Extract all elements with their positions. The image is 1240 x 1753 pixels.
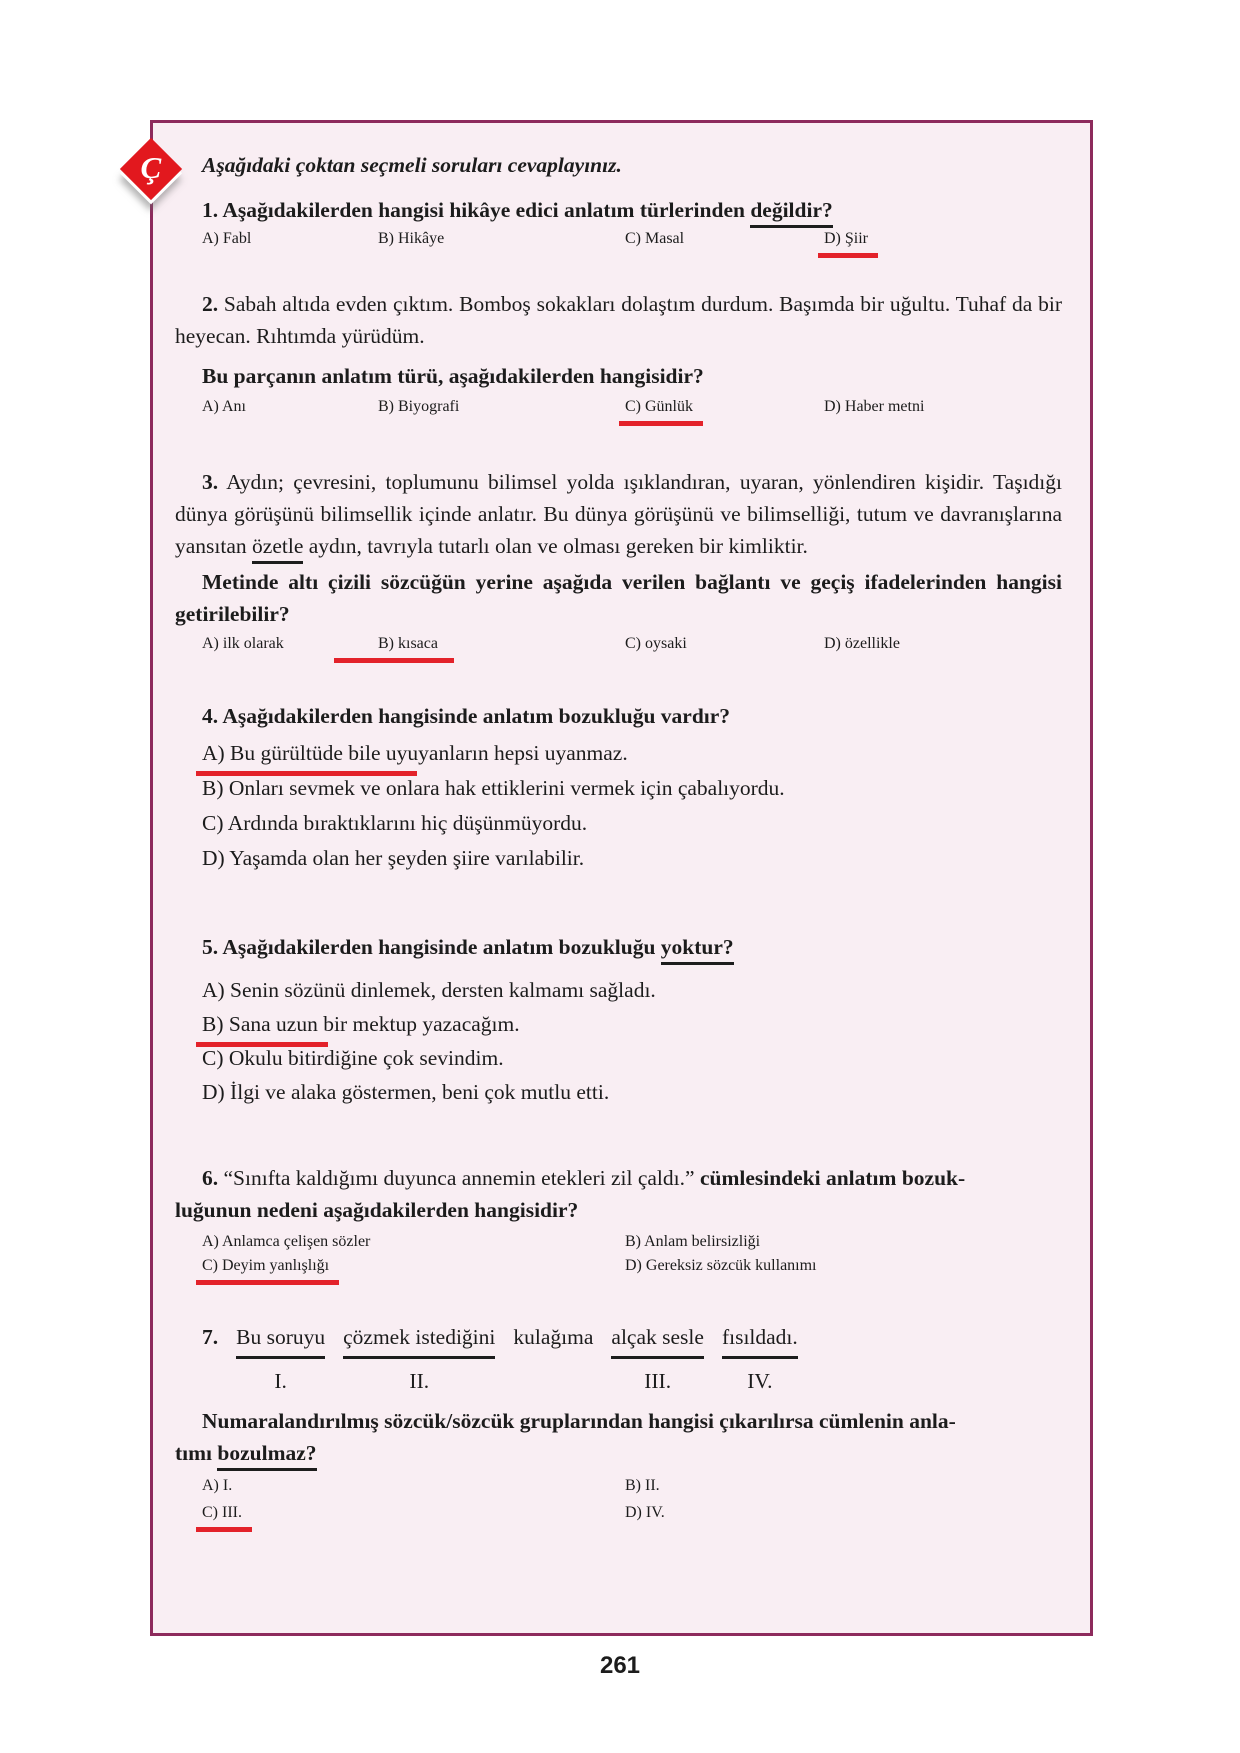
q5-option-d: D) İlgi ve alaka göstermen, beni çok mutlu etti. [202, 1080, 610, 1104]
underlined-word: değildir? [750, 198, 832, 228]
marked-answer: C) Günlük [619, 398, 703, 426]
question-6-stem: 6. “Sınıfta kaldığımı duyunca annemin etekleri zil çaldı.” cümlesindeki anlatım bozuk- luğunun nedeni aşağıdakilerden hangisidir? [175, 1166, 966, 1222]
q7-option-b: B) II. [625, 1477, 660, 1494]
q4-option-d: D) Yaşamda olan her şeyden şiire varılabilir. [202, 846, 585, 870]
question-6-options [202, 1233, 1062, 1275]
underlined-word: bozulmaz? [217, 1441, 316, 1471]
question-2-stem: Bu parçanın anlatım türü, aşağıdakilerden hangisidir? [202, 364, 704, 388]
q7-numeral-2: II. [409, 1369, 430, 1393]
q7-option-a: A) I. [202, 1477, 233, 1494]
q2-option-a: A) Anı [202, 398, 246, 415]
q7-segment-1: Bu soruyu I. [236, 1321, 325, 1397]
question-2-passage: 2. Sabah altıda evden çıktım. Bomboş sokakları dolaştım durdum. Başımda bir uğultu. Tuhaf da bir heyecan. Rıhtımda yürüdüm. [175, 292, 1062, 348]
question-panel [140, 120, 1093, 1636]
q6-option-a: A) Anlamca çelişen sözler [202, 1233, 371, 1250]
q2-option-b: B) Biyografi [378, 398, 460, 415]
q4-option-b: B) Onları sevmek ve onlara hak ettiklerini vermek için çabalıyordu. [202, 776, 785, 800]
q7-segment-3: kulağıma [513, 1325, 594, 1349]
q1-option-b: B) Hikâye [378, 230, 445, 247]
q5-option-c: C) Okulu bitirdiğine çok sevindim. [202, 1046, 504, 1070]
question-4-stem: 4. Aşağıdakilerden hangisinde anlatım bozukluğu vardır? [202, 704, 731, 728]
q6-option-c [202, 1257, 625, 1275]
marked-answer: C) III. [196, 1504, 252, 1532]
q7-numeral-5: IV. [747, 1369, 773, 1393]
q2-option-d: D) Haber metni [824, 398, 925, 415]
question-3-options [202, 635, 1062, 653]
q4-option-a: A) Bu gürültüde bile uyuyanların hepsi uyanmaz. [202, 737, 1062, 769]
q1-option-c: C) Masal [625, 230, 685, 247]
marked-answer: C) Deyim yanlışlığı [196, 1257, 339, 1285]
underlined-word: özetle [252, 534, 303, 564]
q7-segment-4: alçak sesle III. [611, 1321, 704, 1397]
underlined-word: yoktur? [661, 935, 734, 965]
marked-answer: B) Sana uzun [196, 1012, 328, 1047]
q7-segment-5: fısıldadı. IV. [722, 1321, 798, 1397]
marked-answer: A) Bu gürültüde bile uy [196, 741, 417, 776]
q7-numeral-1: I. [274, 1369, 287, 1393]
question-2-options [202, 398, 1062, 416]
q7-option-c [202, 1504, 625, 1522]
q7-segment-2: çözmek istediğini II. [343, 1321, 495, 1397]
q6-option-d: D) Gereksiz sözcük kullanımı [625, 1257, 817, 1274]
q3-option-c: C) oysaki [625, 635, 687, 652]
q5-option-a: A) Senin sözünü dinlemek, dersten kalmamı sağladı. [202, 978, 656, 1002]
section-badge-diamond-icon [120, 138, 182, 200]
question-1-stem: 1. Aşağıdakilerden hangisi hikâye edici anlatım türlerinden değildir? [202, 194, 1062, 226]
section-badge-letter: Ç [140, 149, 162, 185]
question-7-sentence: 7. Bu soruyu I. çözmek istediğini II. kulağıma alçak sesle III. fısıldadı. IV. [202, 1321, 1062, 1397]
question-7-options [202, 1477, 1062, 1522]
q5-option-b: B) Sana uzun bir mektup yazacağım. [202, 1008, 1062, 1040]
question-3-passage: 3. Aydın; çevresini, toplumunu bilimsel yolda ışıklandıran, uyaran, yönlendiren kişidir. Taşıdığı dünya görüşünü bilimsellik içinde anlatır. Bu dünya görüşünü ve bilimselliği, tutum ve davranışlarına yansıtan özetle aydın, tavrıyla tutarlı olan ve olması gereken bir kimliktir. [175, 466, 1062, 562]
q3-option-d: D) özellikle [824, 635, 900, 652]
q4-option-c: C) Ardında bıraktıklarını hiç düşünmüyordu. [202, 811, 588, 835]
q1-option-d [824, 230, 1062, 248]
section-instruction: Aşağıdaki çoktan seçmeli soruları cevaplayınız. [202, 153, 622, 177]
q3-option-b [378, 635, 625, 653]
question-1-options [202, 230, 1062, 248]
question-7-stem: Numaralandırılmış sözcük/sözcük gruplarından hangisi çıkarılırsa cümlenin anla- tımı bozulmaz? [175, 1405, 1062, 1469]
question-5-stem: 5. Aşağıdakilerden hangisinde anlatım bozukluğu yoktur? [202, 931, 1062, 963]
question-3-stem: Metinde altı çizili sözcüğün yerine aşağıda verilen bağlantı ve geçiş ifadelerinden hangisi getirilebilir? [175, 570, 1062, 626]
q2-option-c [625, 398, 824, 416]
q6-option-b: B) Anlam belirsizliği [625, 1233, 761, 1250]
q1-option-a: A) Fabl [202, 230, 252, 247]
q7-option-d: D) IV. [625, 1504, 665, 1521]
q7-numeral-4: III. [644, 1369, 672, 1393]
marked-answer: D) Şiir [818, 230, 878, 258]
page-number: 261 [599, 1652, 641, 1679]
q3-option-a: A) ilk olarak [202, 635, 284, 652]
marked-answer: B) kısaca [334, 635, 454, 663]
